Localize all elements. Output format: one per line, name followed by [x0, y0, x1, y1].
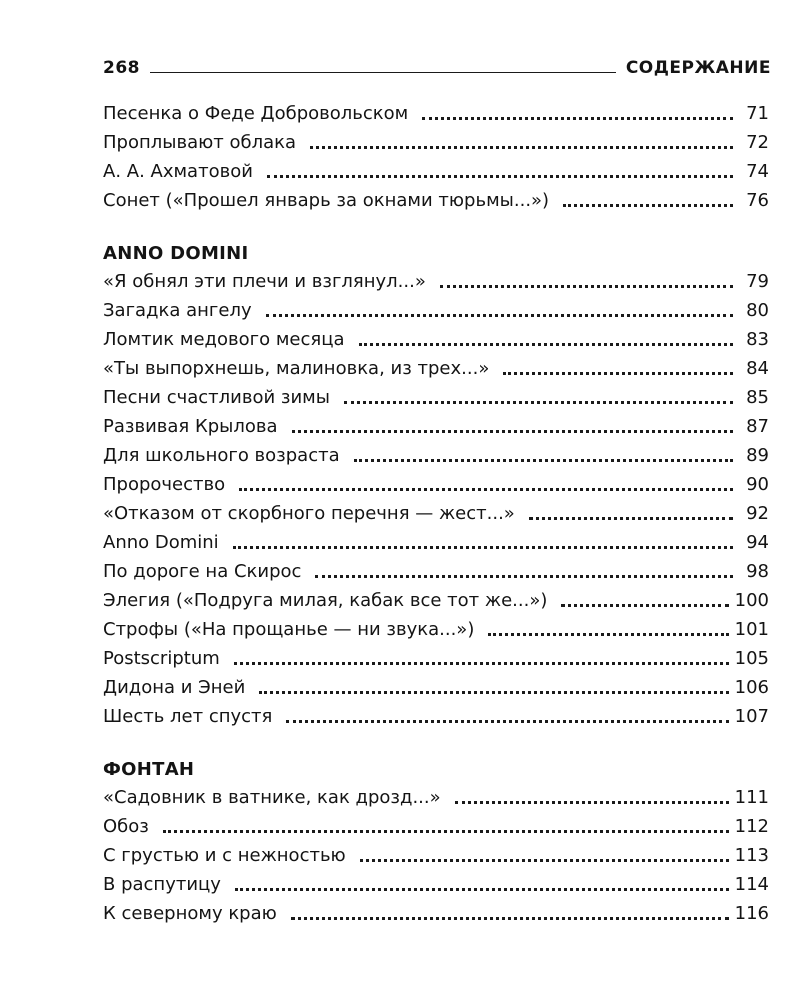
- entry-title: А. А. Ахматовой: [103, 161, 253, 182]
- entry-page: 101: [734, 619, 769, 640]
- dot-leader: [267, 175, 733, 178]
- entry-page: 116: [734, 903, 769, 924]
- entry-title: Пророчество: [103, 474, 226, 495]
- entry-title: Загадка ангелу: [103, 300, 252, 321]
- dot-leader: [503, 372, 733, 375]
- toc-entry: [103, 96, 769, 125]
- toc-entry: [103, 525, 769, 554]
- toc-entry: [103, 264, 769, 293]
- dot-leader: [344, 401, 733, 404]
- table-of-contents: [103, 96, 769, 925]
- dot-leader: [529, 517, 733, 520]
- toc-entry: [103, 496, 769, 525]
- entry-page: 92: [746, 503, 769, 524]
- dot-leader: [561, 604, 728, 607]
- header-rule: [150, 72, 616, 73]
- toc-entry: [103, 467, 769, 496]
- toc-entry: [103, 322, 769, 351]
- entry-page: 112: [734, 816, 769, 837]
- running-title: СОДЕРЖАНИЕ: [625, 58, 771, 78]
- entry-title: С грустью и с нежностью: [103, 845, 346, 866]
- dot-leader: [455, 801, 729, 804]
- entry-page: 111: [734, 787, 769, 808]
- entry-title: Песни счастливой зимы: [103, 387, 330, 408]
- entry-title: «Садовник в ватнике, как дрозд...»: [103, 787, 441, 808]
- entry-page: 100: [734, 590, 769, 611]
- entry-title: По дороге на Скирос: [103, 561, 302, 582]
- entry-page: 74: [746, 161, 769, 182]
- toc-entry: [103, 183, 769, 212]
- entry-page: 84: [746, 358, 769, 379]
- entry-title: Песенка о Феде Добровольском: [103, 103, 409, 124]
- dot-leader: [315, 575, 733, 578]
- entry-page: 106: [734, 677, 769, 698]
- toc-entry: [103, 380, 769, 409]
- entry-page: 114: [734, 874, 769, 895]
- entry-page: 85: [746, 387, 769, 408]
- dot-leader: [291, 917, 729, 920]
- toc-entry: [103, 699, 769, 728]
- toc-entry: [103, 641, 769, 670]
- toc-entry: [103, 780, 769, 809]
- dot-leader: [233, 546, 733, 549]
- entry-title: «Отказом от скорбного перечня — жест...»: [103, 503, 515, 524]
- entry-title: Элегия («Подруга милая, кабак все тот же...»): [103, 590, 548, 611]
- dot-leader: [563, 204, 733, 207]
- dot-leader: [360, 859, 729, 862]
- entry-title: Обоз: [103, 816, 149, 837]
- entry-page: 80: [746, 300, 769, 321]
- section-heading-fontan: ФОНТАН: [103, 759, 195, 780]
- dot-leader: [292, 430, 733, 433]
- toc-entry: [103, 351, 769, 380]
- toc-entry: [103, 154, 769, 183]
- entry-title: В распутицу: [103, 874, 221, 895]
- entry-page: 107: [734, 706, 769, 727]
- dot-leader: [310, 146, 733, 149]
- entry-title: Anno Domini: [103, 532, 219, 553]
- entry-page: 79: [746, 271, 769, 292]
- dot-leader: [259, 691, 728, 694]
- entry-page: 89: [746, 445, 769, 466]
- toc-entry: [103, 293, 769, 322]
- toc-entry: [103, 809, 769, 838]
- entry-title: Дидона и Эней: [103, 677, 246, 698]
- entry-page: 113: [734, 845, 769, 866]
- toc-entry: [103, 670, 769, 699]
- entry-title: «Ты выпорхнешь, малиновка, из трех...»: [103, 358, 490, 379]
- entry-title: Развивая Крылова: [103, 416, 278, 437]
- entry-title: Для школьного возраста: [103, 445, 340, 466]
- toc-entry: [103, 554, 769, 583]
- entry-page: 83: [746, 329, 769, 350]
- dot-leader: [266, 314, 733, 317]
- entry-title: Сонет («Прошел январь за окнами тюрьмы...»): [103, 190, 550, 211]
- dot-leader: [354, 459, 733, 462]
- page-number: 268: [103, 58, 140, 78]
- toc-entry: [103, 409, 769, 438]
- dot-leader: [235, 888, 729, 891]
- entry-title: Ломтик медового месяца: [103, 329, 345, 350]
- entry-page: 72: [746, 132, 769, 153]
- dot-leader: [286, 720, 728, 723]
- toc-entry: [103, 838, 769, 867]
- dot-leader: [422, 117, 733, 120]
- entry-page: 71: [746, 103, 769, 124]
- entry-title: «Я обнял эти плечи и взглянул...»: [103, 271, 426, 292]
- toc-entry: [103, 438, 769, 467]
- entry-page: 76: [746, 190, 769, 211]
- entry-page: 98: [746, 561, 769, 582]
- dot-leader: [239, 488, 733, 491]
- dot-leader: [234, 662, 729, 665]
- entry-title: Проплывают облака: [103, 132, 297, 153]
- entry-page: 87: [746, 416, 769, 437]
- dot-leader: [359, 343, 734, 346]
- entry-title: К северному краю: [103, 903, 277, 924]
- toc-entry: [103, 612, 769, 641]
- section-heading-anno-domini: ANNO DOMINI: [103, 243, 249, 264]
- dot-leader: [440, 285, 733, 288]
- entry-page: 90: [746, 474, 769, 495]
- entry-title: Шесть лет спустя: [103, 706, 273, 727]
- toc-entry: [103, 583, 769, 612]
- toc-entry: [103, 125, 769, 154]
- dot-leader: [488, 633, 728, 636]
- toc-entry: [103, 896, 769, 925]
- entry-page: 105: [734, 648, 769, 669]
- toc-entry: [103, 867, 769, 896]
- entry-title: Строфы («На прощанье — ни звука...»): [103, 619, 475, 640]
- dot-leader: [163, 830, 729, 833]
- page-header: [103, 48, 771, 78]
- entry-title: Postscriptum: [103, 648, 220, 669]
- entry-page: 94: [746, 532, 769, 553]
